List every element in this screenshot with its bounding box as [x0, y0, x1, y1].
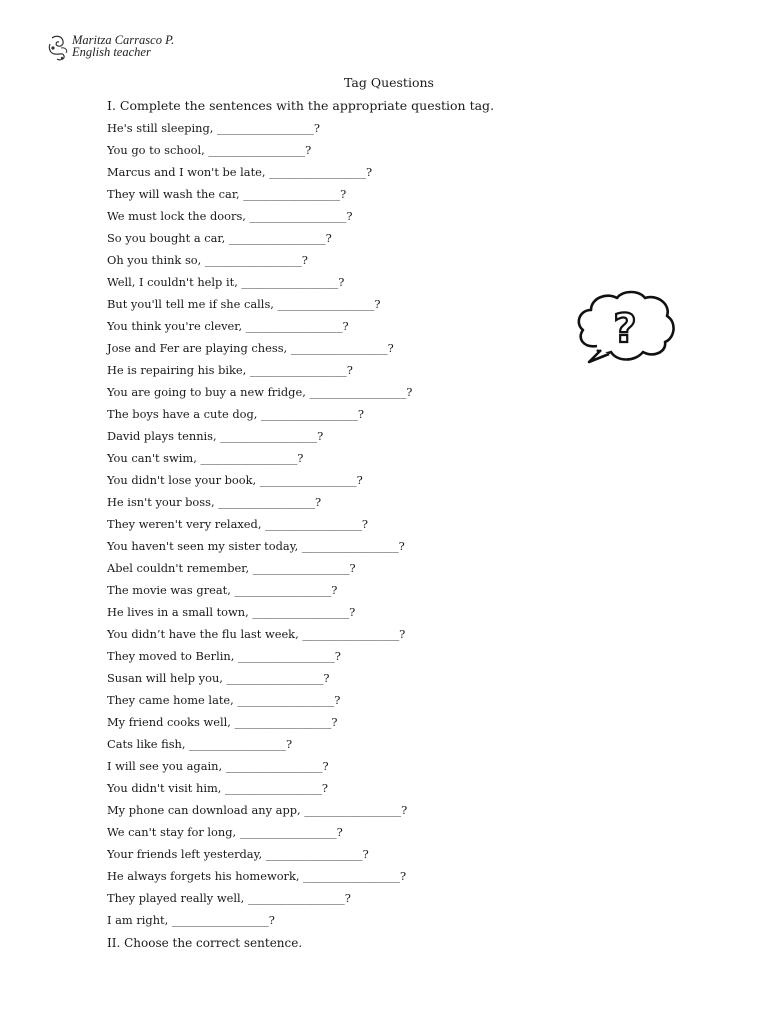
question-item: You haven't seen my sister today, _________________?: [107, 539, 405, 553]
question-item: He isn't your boss, _________________?: [107, 495, 322, 509]
question-item: I will see you again, _________________?: [107, 759, 329, 773]
question-item: You are going to buy a new fridge, _________________?: [107, 385, 413, 399]
question-item: They will wash the car, _________________?: [107, 187, 347, 201]
page-title: Tag Questions: [344, 75, 434, 90]
question-item: They moved to Berlin, _________________?: [107, 649, 341, 663]
question-item: You go to school, _________________?: [107, 143, 312, 157]
ornament-logo-icon: [46, 34, 70, 62]
section-two-heading: II. Choose the correct sentence.: [107, 936, 303, 950]
question-cloud-icon: [573, 288, 677, 366]
question-item: My friend cooks well, _________________?: [107, 715, 338, 729]
question-item: Your friends left yesterday, _________________?: [107, 847, 369, 861]
question-item: We can't stay for long, _________________?: [107, 825, 343, 839]
question-item: Oh you think so, _________________?: [107, 253, 308, 267]
question-item: He's still sleeping, _________________?: [107, 121, 320, 135]
instructions: I. Complete the sentences with the appropriate question tag.: [107, 98, 495, 113]
question-item: Jose and Fer are playing chess, _________________?: [107, 341, 394, 355]
question-item: My phone can download any app, _________________?: [107, 803, 408, 817]
question-item: Cats like fish, _________________?: [107, 737, 293, 751]
question-item: The movie was great, _________________?: [107, 583, 338, 597]
header: [46, 34, 174, 62]
question-item: Susan will help you, _________________?: [107, 671, 330, 685]
question-item: You can't swim, _________________?: [107, 451, 304, 465]
question-item: They weren't very relaxed, _________________?: [107, 517, 368, 531]
question-item: You didn't visit him, _________________?: [107, 781, 328, 795]
question-item: They played really well, _________________?: [107, 891, 351, 905]
question-item: I am right, _________________?: [107, 913, 275, 927]
question-item: He is repairing his bike, _________________?: [107, 363, 353, 377]
author-role: English teacher: [72, 45, 151, 59]
question-mark-glyph: ?: [613, 306, 637, 352]
author-name: Maritza Carrasco P.: [72, 33, 175, 47]
question-item: He always forgets his homework, _________________?: [107, 869, 407, 883]
question-item: We must lock the doors, _________________?: [107, 209, 353, 223]
question-item: The boys have a cute dog, _________________?: [107, 407, 364, 421]
question-item: So you bought a car, _________________?: [107, 231, 332, 245]
question-item: You didn’t have the flu last week, _________________?: [107, 627, 406, 641]
question-item: You think you're clever, _________________?: [107, 319, 349, 333]
question-item: They came home late, _________________?: [107, 693, 341, 707]
question-item: Well, I couldn't help it, _________________?: [107, 275, 345, 289]
question-list: [107, 121, 412, 935]
question-item: David plays tennis, _________________?: [107, 429, 324, 443]
question-item: But you'll tell me if she calls, _________________?: [107, 297, 381, 311]
question-item: Abel couldn't remember, _________________?: [107, 561, 356, 575]
question-item: He lives in a small town, _________________?: [107, 605, 356, 619]
question-item: Marcus and I won't be late, _________________?: [107, 165, 373, 179]
question-item: You didn't lose your book, _________________?: [107, 473, 363, 487]
